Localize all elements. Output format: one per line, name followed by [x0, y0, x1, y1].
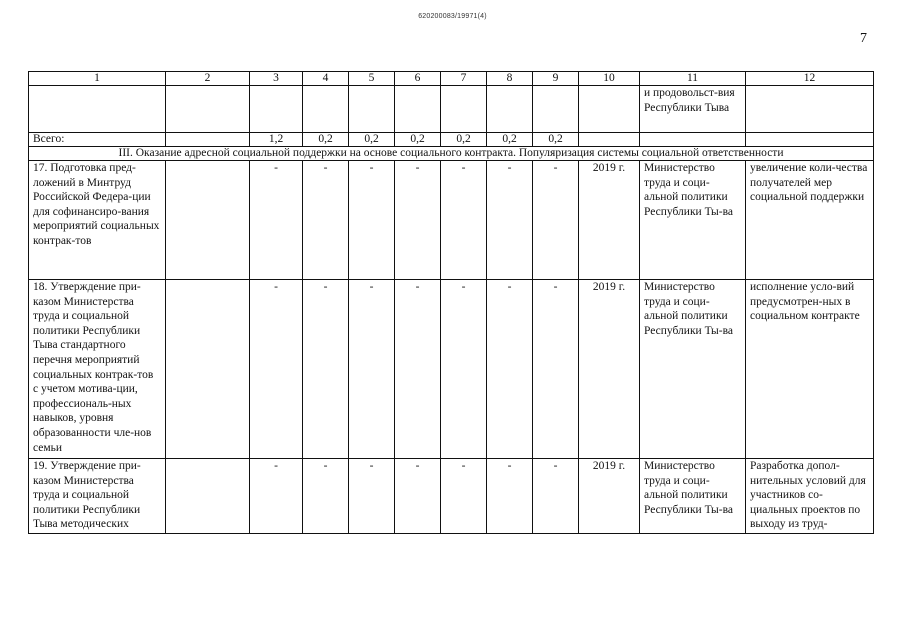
- funding-cell: -: [487, 280, 533, 459]
- column-header: 10: [579, 72, 640, 86]
- table-cell: [166, 133, 250, 147]
- page-number: 7: [860, 31, 867, 46]
- total-value: 0,2: [349, 133, 395, 147]
- column-header: 12: [746, 72, 874, 86]
- funding-cell: -: [441, 161, 487, 280]
- result-cell: Разработка допол-нительных условий для участников со-циальных проектов по выходу из труд-: [746, 459, 874, 534]
- measure-description: 17. Подготовка пред-ложений в Минтруд Российской Федера-ции для софинансиро-вания мероприятий социальных контрак-тов: [29, 161, 166, 280]
- table-cell: [303, 86, 349, 133]
- executor-cell: Министерство труда и соци-альной политики Республики Ты-ва: [640, 161, 746, 280]
- executor-cell: и продовольст-вия Республики Тыва: [640, 86, 746, 133]
- table-row: [29, 161, 874, 280]
- measure-description: 19. Утверждение при-казом Министерства труда и социальной политики Республики Тыва методических: [29, 459, 166, 534]
- funding-cell: -: [533, 161, 579, 280]
- executor-cell: Министерство труда и соци-альной политики Республики Ты-ва: [640, 280, 746, 459]
- column-header: 3: [250, 72, 303, 86]
- table-cell: [579, 86, 640, 133]
- table-row: [29, 280, 874, 459]
- funding-cell: -: [395, 459, 441, 534]
- document-id: 620200083/19971(4): [418, 13, 487, 20]
- table-cell: [441, 86, 487, 133]
- funding-cell: -: [349, 161, 395, 280]
- table-cell: [166, 86, 250, 133]
- column-number-row: [29, 72, 874, 86]
- funding-cell: -: [533, 280, 579, 459]
- total-value: 0,2: [303, 133, 349, 147]
- deadline-cell: 2019 г.: [579, 459, 640, 534]
- total-value: 1,2: [250, 133, 303, 147]
- table-cell: [250, 86, 303, 133]
- column-header: 2: [166, 72, 250, 86]
- column-header: 5: [349, 72, 395, 86]
- funding-cell: -: [533, 459, 579, 534]
- table-cell: [579, 133, 640, 147]
- funding-cell: -: [303, 459, 349, 534]
- program-table: [28, 71, 874, 534]
- total-value: 0,2: [487, 133, 533, 147]
- column-header: 1: [29, 72, 166, 86]
- deadline-cell: 2019 г.: [579, 161, 640, 280]
- total-value: 0,2: [395, 133, 441, 147]
- funding-cell: -: [250, 459, 303, 534]
- total-label: Всего:: [29, 133, 166, 147]
- section-heading-row: [29, 147, 874, 161]
- funding-cell: -: [250, 161, 303, 280]
- funding-cell: -: [395, 161, 441, 280]
- funding-cell: -: [303, 280, 349, 459]
- funding-cell: -: [441, 459, 487, 534]
- column-header: 6: [395, 72, 441, 86]
- result-cell: увеличение коли-чества получателей мер социальной поддержки: [746, 161, 874, 280]
- table-row: [29, 459, 874, 534]
- funding-cell: -: [349, 459, 395, 534]
- column-header: 8: [487, 72, 533, 86]
- column-header: 4: [303, 72, 349, 86]
- result-cell: исполнение усло-вий предусмотрен-ных в социальном контракте: [746, 280, 874, 459]
- total-value: 0,2: [533, 133, 579, 147]
- column-header: 7: [441, 72, 487, 86]
- deadline-cell: 2019 г.: [579, 280, 640, 459]
- funding-cell: -: [250, 280, 303, 459]
- table-cell: [746, 133, 874, 147]
- column-header: 11: [640, 72, 746, 86]
- table-cell: [487, 86, 533, 133]
- section-title: III. Оказание адресной социальной поддержки на основе социального контракта. Популяризация системы социальной ответственности: [29, 147, 874, 161]
- table-cell: [166, 459, 250, 534]
- funding-cell: -: [349, 280, 395, 459]
- table-cell: [349, 86, 395, 133]
- executor-cell: Министерство труда и соци-альной политики Республики Ты-ва: [640, 459, 746, 534]
- total-row: [29, 133, 874, 147]
- funding-cell: -: [487, 459, 533, 534]
- funding-cell: -: [487, 161, 533, 280]
- table-cell: [29, 86, 166, 133]
- funding-cell: -: [395, 280, 441, 459]
- table-cell: [166, 161, 250, 280]
- table-cell: [640, 133, 746, 147]
- total-value: 0,2: [441, 133, 487, 147]
- table-cell: [533, 86, 579, 133]
- continuation-row: [29, 86, 874, 133]
- column-header: 9: [533, 72, 579, 86]
- table-cell: [746, 86, 874, 133]
- table-cell: [166, 280, 250, 459]
- measure-description: 18. Утверждение при-казом Министерства труда и социальной политики Республики Тыва стандартного перечня мероприятий социальных контрак-тов с учетом мотива-ции, профессиональ-ных навыков, уровня образованности чле-нов семьи: [29, 280, 166, 459]
- funding-cell: -: [441, 280, 487, 459]
- funding-cell: -: [303, 161, 349, 280]
- table-cell: [395, 86, 441, 133]
